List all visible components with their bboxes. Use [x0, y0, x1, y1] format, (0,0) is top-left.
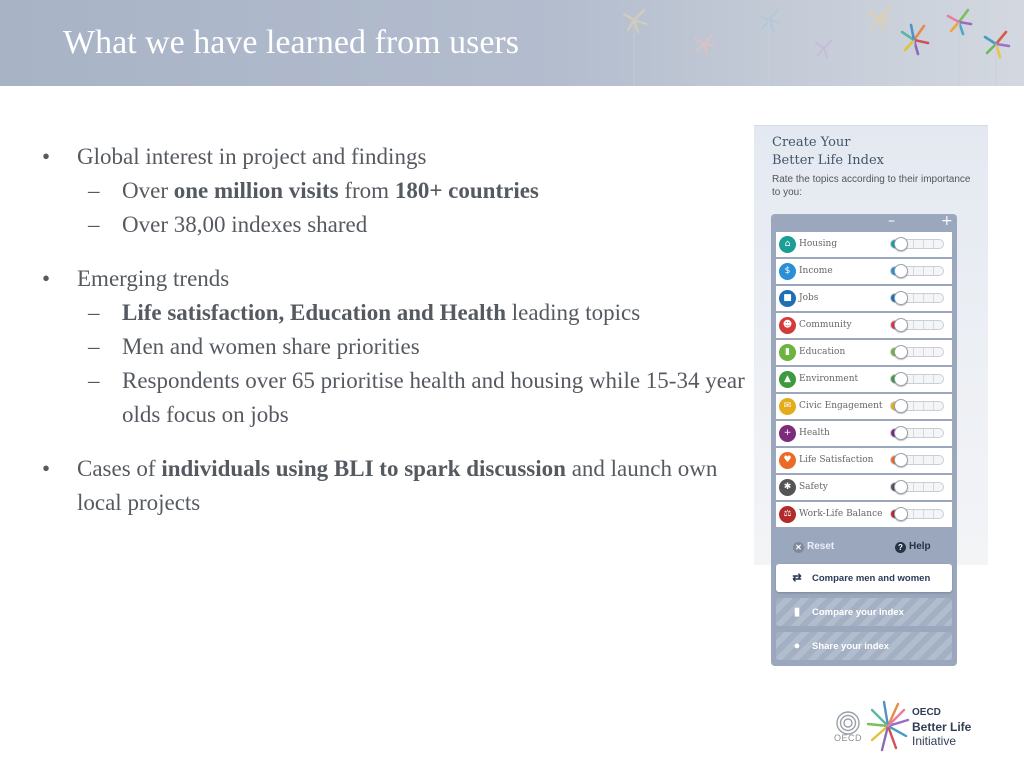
slider-tick — [913, 267, 914, 275]
topic-row — [776, 421, 952, 446]
slider-tick — [913, 456, 914, 464]
x-circle-icon: ✕ — [793, 542, 804, 553]
topic-row — [776, 367, 952, 392]
panel-title-line2: Better Life Index — [772, 153, 885, 168]
slider-tick — [923, 348, 924, 356]
slider-knob[interactable] — [894, 264, 908, 278]
slider-tick — [913, 483, 914, 491]
topic-slider[interactable] — [890, 266, 944, 276]
slider-tick — [913, 375, 914, 383]
slider-tick — [913, 429, 914, 437]
topic-slider[interactable] — [890, 239, 944, 249]
slider-tick — [923, 483, 924, 491]
slider-tick — [933, 348, 934, 356]
topic-label: Work-Life Balance — [799, 509, 883, 519]
slider-tick — [913, 510, 914, 518]
oecd-mark-text: OECD — [834, 733, 863, 743]
topic-icon: + — [779, 425, 796, 442]
sub-bullet-text: Respondents over 65 prioritise health and housing while 15-34 year olds focus on jobs — [122, 368, 745, 427]
compare-your-index-button[interactable] — [776, 598, 952, 626]
topic-label: Income — [799, 266, 833, 276]
sub-bullet-visits — [36, 174, 746, 208]
slider-knob[interactable] — [894, 399, 908, 413]
topic-slider[interactable] — [890, 347, 944, 357]
topic-icon: $ — [779, 263, 796, 280]
topic-row — [776, 502, 952, 527]
bullet-marker: • — [41, 266, 51, 291]
better-life-index-panel — [754, 125, 988, 652]
slider-knob[interactable] — [894, 480, 908, 494]
panel-title-line1: Create Your — [772, 135, 851, 150]
share-your-index-label: Share your index — [812, 641, 890, 652]
topic-slider[interactable] — [890, 482, 944, 492]
topic-row — [776, 475, 952, 500]
bullet-marker: • — [41, 456, 51, 481]
topic-row — [776, 394, 952, 419]
logo-line1: OECD — [912, 707, 941, 718]
slider-tick — [923, 294, 924, 302]
slider-tick — [923, 375, 924, 383]
slider-knob[interactable] — [894, 453, 908, 467]
compare-arrows-icon: ⇄ — [792, 572, 802, 584]
sub-bullet-respondents — [36, 364, 746, 432]
panel-subtitle: Rate the topics according to their importance to you: — [772, 174, 971, 198]
topic-row — [776, 313, 952, 338]
slider-tick — [933, 375, 934, 383]
topic-icon: ☻ — [779, 317, 796, 334]
slider-knob[interactable] — [894, 372, 908, 386]
bullet-pre: Cases of — [77, 456, 162, 481]
slider-tick — [913, 402, 914, 410]
sub-bullet-indexes — [36, 208, 746, 242]
topic-label: Housing — [799, 239, 838, 249]
panel-title — [772, 134, 972, 170]
sub-bullet-bold-countries: 180+ countries — [394, 178, 539, 203]
slider-tick — [913, 348, 914, 356]
compare-men-women-button[interactable] — [776, 564, 952, 592]
bullet-post: and launch own local projects — [77, 456, 718, 515]
slide-title: What we have learned from users — [63, 24, 519, 61]
topic-row — [776, 340, 952, 365]
topic-icon: ⌂ — [779, 236, 796, 253]
topic-icon: ✉ — [779, 398, 796, 415]
topic-slider[interactable] — [890, 320, 944, 330]
sub-bullet-bold-topics: Life satisfaction, Education and Health — [122, 300, 507, 325]
topic-icon: ✱ — [779, 479, 796, 496]
sub-bullet-marker: – — [88, 334, 100, 359]
topic-label: Health — [799, 428, 830, 438]
slider-tick — [933, 321, 934, 329]
slider-tick — [933, 456, 934, 464]
bullet-content — [36, 140, 746, 520]
sub-bullet-text: Men and women share priorities — [122, 334, 420, 359]
slider-tick — [913, 294, 914, 302]
topic-icon: ■ — [779, 290, 796, 307]
sub-bullet-bold-visits: one million visits — [173, 178, 339, 203]
topic-row — [776, 448, 952, 473]
slider-tick — [933, 483, 934, 491]
topic-list — [776, 232, 952, 529]
sub-bullet-marker: – — [88, 178, 100, 203]
slider-tick — [923, 240, 924, 248]
bullet-cases — [36, 452, 746, 520]
sub-bullet-marker: – — [88, 212, 100, 237]
topic-label: Community — [799, 320, 852, 330]
slider-tick — [913, 321, 914, 329]
topic-label: Safety — [799, 482, 828, 492]
topic-icon: ♥ — [779, 452, 796, 469]
topic-label: Education — [799, 347, 846, 357]
slider-tick — [933, 294, 934, 302]
help-label: Help — [909, 541, 931, 552]
slider-knob[interactable] — [894, 426, 908, 440]
logo-line3: Initiative — [912, 734, 957, 748]
topic-slider[interactable] — [890, 509, 944, 519]
topic-slider[interactable] — [890, 428, 944, 438]
bullet-marker: • — [41, 144, 51, 169]
topic-label: Jobs — [799, 293, 819, 303]
slider-knob[interactable] — [894, 345, 908, 359]
topic-label: Life Satisfaction — [799, 455, 874, 465]
help-button[interactable] — [895, 541, 931, 553]
reset-button[interactable] — [793, 541, 834, 553]
reset-label: Reset — [807, 541, 835, 552]
better-life-flower-icon — [866, 696, 910, 756]
slider-tick — [933, 429, 934, 437]
slider-knob[interactable] — [894, 291, 908, 305]
topic-box — [771, 214, 957, 666]
oecd-better-life-logo — [834, 696, 984, 756]
sub-bullet-leading-topics — [36, 296, 746, 330]
sub-bullet-mid: from — [338, 178, 395, 203]
share-your-index-button[interactable] — [776, 632, 952, 660]
topic-header — [771, 214, 957, 231]
topic-row — [776, 259, 952, 284]
bullet-global-interest — [36, 140, 746, 174]
slide-header — [0, 0, 1024, 86]
flower-decoration — [564, 0, 1024, 86]
plus-icon[interactable]: + — [941, 213, 953, 229]
bullet-emerging-trends — [36, 262, 746, 296]
slider-knob[interactable] — [894, 318, 908, 332]
slider-tick — [923, 510, 924, 518]
topic-slider[interactable] — [890, 374, 944, 384]
logo-text — [912, 706, 971, 748]
topic-icon: ▲ — [779, 371, 796, 388]
bullet-text: Emerging trends — [77, 266, 230, 291]
slider-tick — [923, 321, 924, 329]
sub-bullet-marker: – — [88, 368, 100, 393]
slider-tick — [933, 402, 934, 410]
bullet-bold-individuals: individuals using BLI to spark discussion — [161, 456, 566, 481]
slider-tick — [933, 267, 934, 275]
topic-label: Environment — [799, 374, 859, 384]
compare-your-index-label: Compare your index — [812, 607, 904, 618]
sub-bullet-text: Over 38,00 indexes shared — [122, 212, 368, 237]
compare-men-women-label: Compare men and women — [812, 573, 931, 584]
slider-tick — [923, 429, 924, 437]
slider-tick — [923, 402, 924, 410]
sub-bullet-post: leading topics — [506, 300, 641, 325]
slider-knob[interactable] — [894, 237, 908, 251]
minus-icon[interactable]: – — [888, 213, 895, 229]
topic-row — [776, 232, 952, 257]
speech-bubble-icon: ● — [793, 640, 801, 652]
slider-knob[interactable] — [894, 507, 908, 521]
slider-tick — [923, 267, 924, 275]
sub-bullet-marker: – — [88, 300, 100, 325]
topic-slider[interactable] — [890, 455, 944, 465]
topic-slider[interactable] — [890, 293, 944, 303]
bullet-text: Global interest in project and findings — [77, 144, 427, 169]
topic-icon: ⚖ — [779, 506, 796, 523]
topic-row — [776, 286, 952, 311]
topic-icon: ▮ — [779, 344, 796, 361]
sub-bullet-pre: Over — [122, 178, 174, 203]
slider-tick — [933, 240, 934, 248]
slider-tick — [933, 510, 934, 518]
topic-label: Civic Engagement — [799, 401, 883, 411]
logo-line2: Better Life — [912, 720, 972, 734]
bar-chart-icon: ▮ — [793, 606, 801, 618]
topic-slider[interactable] — [890, 401, 944, 411]
slider-tick — [913, 240, 914, 248]
question-circle-icon: ? — [895, 542, 906, 553]
slider-tick — [923, 456, 924, 464]
sub-bullet-men-women — [36, 330, 746, 364]
panel-tools — [771, 536, 957, 558]
